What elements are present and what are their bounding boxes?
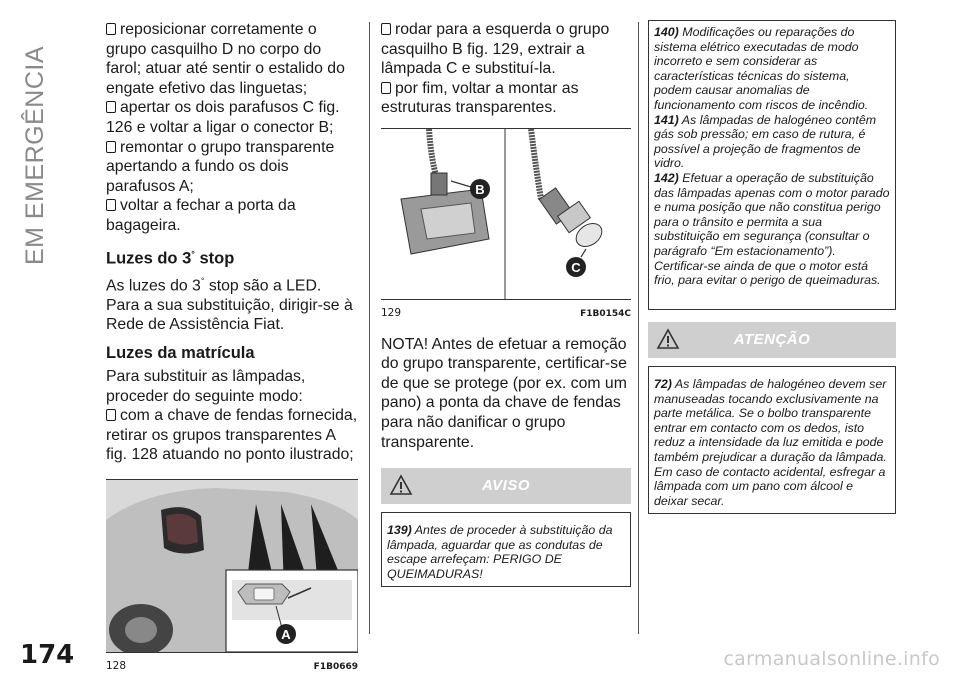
bulb-holder-illustration: [381, 129, 631, 299]
warnings-list: [648, 20, 896, 310]
atencao-header: ATENÇÃO: [648, 322, 896, 358]
aviso-box: [381, 468, 631, 586]
figure-caption: 128 F1B0669: [106, 660, 358, 673]
warning-note: 140) Modificações ou reparações do sistema elétrico executadas de modo incorreto e sem considerar as características técnicas do sistema, podem causar anomalias de funcionamento com riscos de incêndio.: [654, 25, 869, 112]
callout-b: B: [475, 181, 485, 197]
bullet-box-icon: [106, 23, 116, 35]
atencao-content: 72) As lâmpadas de halogéneo devem ser manuseadas tocando exclusivamente na parte metálica. Se o bolbo transparente entrar em contacto com os dedos, isto reduz a intensidade da luz emitida e pode também prejudicar a duração da lâmpada. Em caso de contacto acidental, esfregar a lâmpada com um pano com álcool e deixar secar.: [648, 366, 896, 514]
figure-129: [381, 128, 631, 300]
step-item: reposicionar corretamente o grupo casquilho D no corpo do farol; atuar até sentir o estalido do engate efetivo das linguetas;: [106, 21, 345, 97]
column-divider: [369, 22, 370, 634]
step-item: remontar o grupo transparente apertando a fundo os dois parafusos A;: [106, 138, 335, 195]
step-item: com a chave de fendas fornecida, retirar os grupos transparentes A fig. 128 atuando no ponto ilustrado;: [106, 407, 358, 464]
step-item: por fim, voltar a montar as estruturas transparentes.: [381, 79, 579, 117]
step-item: voltar a fechar a porta da bagageira.: [106, 197, 296, 234]
bullet-box-icon: [106, 141, 116, 153]
callout-c: C: [571, 259, 581, 275]
note-text: NOTA! Antes de efetuar a remoção do grupo transparente, certificar-se de que se protege (por ex. com um pano) a ponta da chave de fendas para não danificar o grupo transparente.: [381, 335, 627, 451]
bullet-box-icon: [106, 409, 116, 421]
bullet-box-icon: [381, 23, 391, 35]
page-number: 174: [20, 640, 75, 670]
figure-128: [106, 479, 358, 653]
heading-plate-lights: Luzes da matrícula: [106, 344, 255, 363]
column-1: [106, 20, 358, 678]
bullet-box-icon: [106, 199, 116, 211]
step-item: rodar para a esquerda o grupo casquilho B fig. 129, extrair a lâmpada C e substituí-la.: [381, 21, 610, 78]
stop-lights-text: As luzes do 3° stop são a LED. Para a sua substituição, dirigir-se à Rede de Assistência Fiat.: [106, 276, 353, 334]
column-divider: [638, 22, 639, 634]
column-3: [648, 20, 896, 514]
car-rear-illustration: [106, 480, 358, 652]
heading-stop-lights: Luzes do 3° stop: [106, 248, 235, 268]
warning-triangle-icon: [389, 474, 413, 496]
step-item: apertar os dois parafusos C fig. 126 e voltar a ligar o conector B;: [106, 99, 340, 136]
column-2: [381, 20, 631, 587]
warning-note: 141) As lâmpadas de halogéneo contêm gás sob pressão; em caso de rutura, é possível a projeção de fragmentos de vidro.: [654, 112, 877, 171]
bullet-box-icon: [106, 101, 116, 113]
atencao-box: [648, 322, 896, 514]
warning-triangle-icon: [656, 328, 680, 350]
warning-note: 142) Efetuar a operação de substituição das lâmpadas apenas com o motor parado e numa posição que não constitua perigo para o trânsito e permita a sua substituição em segurança (consultar o parágrafo “Em estacionamento”). Certificar-se ainda de que o motor está frio, para evitar o perigo de queimaduras.: [654, 170, 890, 288]
plate-lights-text: Para substituir as lâmpadas, proceder do seguinte modo:: [106, 368, 306, 405]
bullet-box-icon: [381, 82, 391, 94]
section-side-title: EM EMERGÊNCIA: [21, 45, 50, 265]
aviso-header: AVISO: [381, 468, 631, 504]
figure-caption: 129 F1B0154C: [381, 306, 631, 319]
aviso-content: 139) Antes de proceder à substituição da lâmpada, aguardar que as condutas de escape arrefeçam: PERIGO DE QUEIMADURAS!: [381, 512, 631, 586]
callout-a: A: [281, 627, 291, 643]
watermark: carmanualsonline.info: [723, 648, 940, 670]
